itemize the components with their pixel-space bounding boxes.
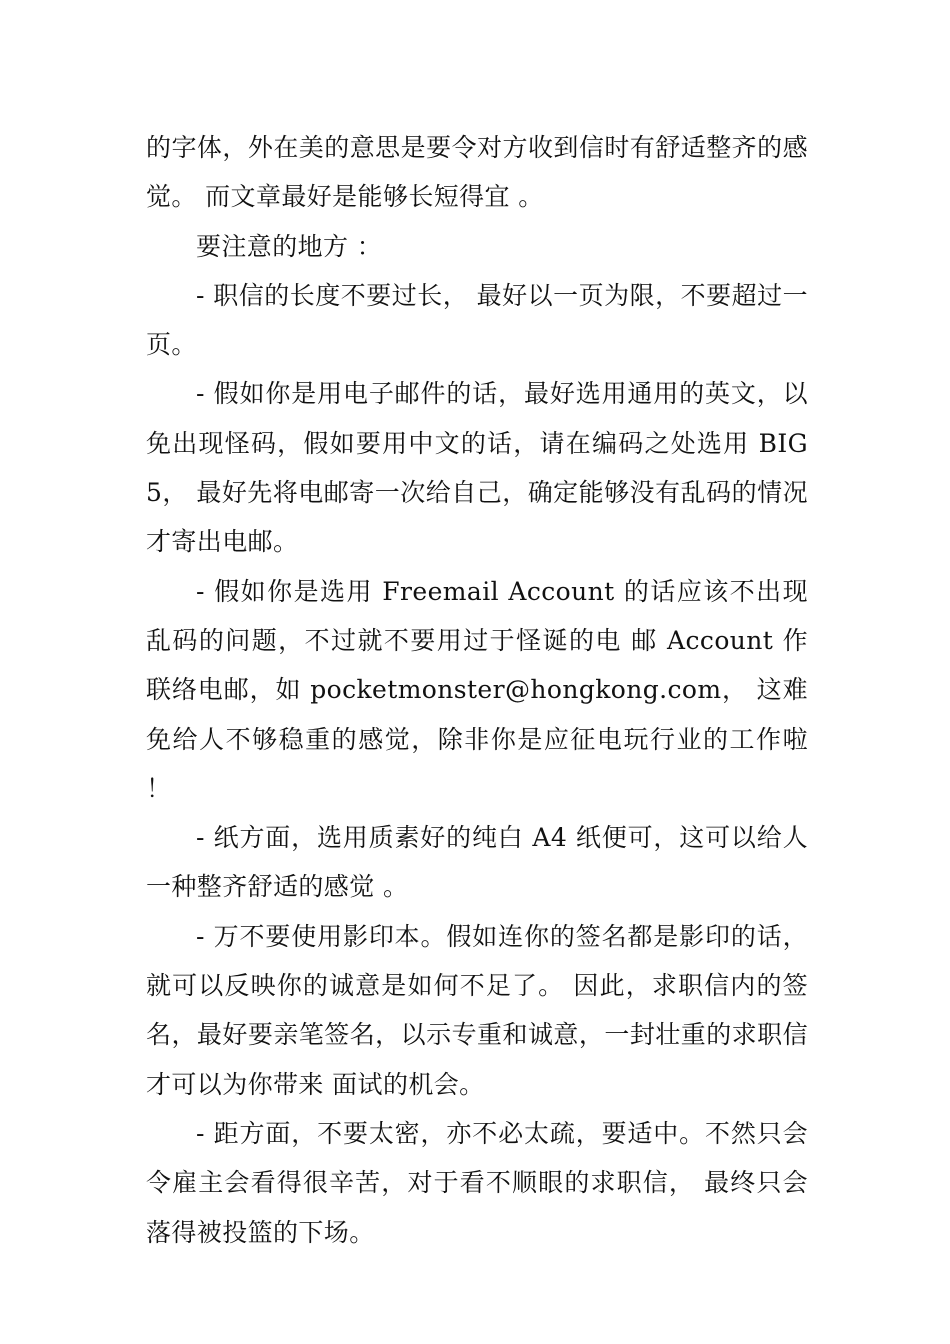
- paragraph-heading-notes: 要注意的地方 ：: [196, 231, 383, 261]
- paragraph-freemail-account: - 假如你是选用 Freemail Account 的话应该不出现乱码的问题，不过就不要用过于怪诞的电 邮 Account 作联络电邮，如 pocketmonster@hongkong.com， 这难免给人不够稳重的感觉，除非你是应征电玩行业的工作啦 ！: [146, 576, 808, 803]
- paragraph-email-encoding: - 假如你是用电子邮件的话，最好选用通用的英文，以免出现怪码，假如要用中文的话，请在编码之处选用 BIG 5， 最好先将电邮寄一次给自己，确定能够没有乱码的情况才寄出电邮。: [146, 379, 808, 557]
- paragraph-letter-length: - 职信的长度不要过长， 最好以一页为限，不要超过一页。: [146, 280, 808, 360]
- paragraph-spacing: - 距方面，不要太密，亦不必太疏，要适中。不然只会令雇主会看得很辛苦，对于看不顺眼的求职信， 最终只会落得被投篮的下场。: [146, 1118, 808, 1247]
- paragraph-continuation: 的字体，外在美的意思是要令对方收到信时有舒适整齐的感觉。 而文章最好是能够长短得宜 。: [146, 133, 808, 212]
- document-body: [146, 123, 808, 1257]
- paragraph-paper-choice: - 纸方面，选用质素好的纯白 A4 纸便可，这可以给人一种整齐舒适的感觉 。: [146, 823, 808, 902]
- paragraph-no-photocopy: - 万不要使用影印本。假如连你的签名都是影印的话，就可以反映你的诚意是如何不足了。 因此，求职信内的签名，最好要亲笔签名，以示专重和诚意，一封壮重的求职信才可以为你带来 面试的机会。: [146, 921, 808, 1099]
